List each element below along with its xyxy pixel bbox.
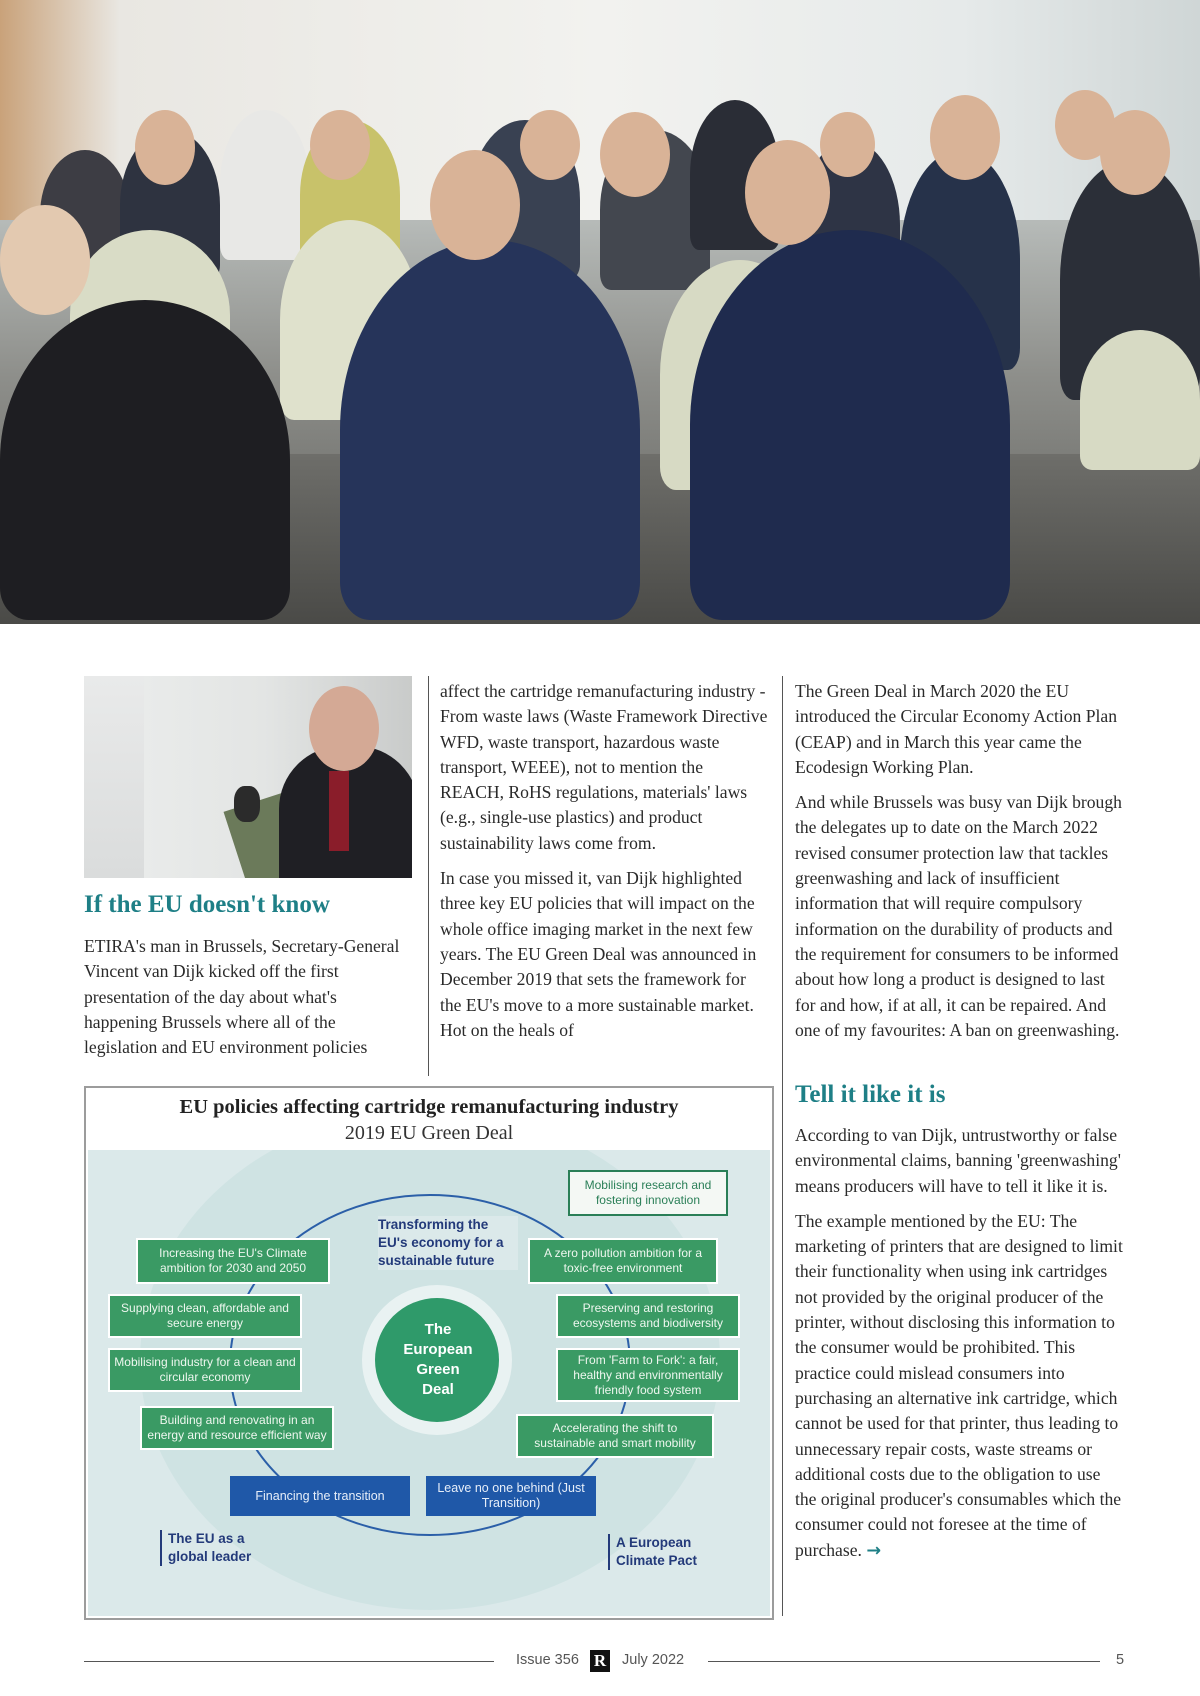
policy-box-energy: Supplying clean, affordable and secure energy — [110, 1296, 300, 1336]
policy-box-mobility: Accelerating the shift to sustainable and smart mobility — [518, 1416, 712, 1456]
paragraph: According to van Dijk, untrustworthy or false environmental claims, banning 'greenwashing' means producers will have to tell it like it is. — [795, 1125, 1121, 1196]
section-heading-tell: Tell it like it is — [795, 1081, 946, 1108]
section-heading-eu: If the EU doesn't know — [84, 891, 330, 918]
middle-column-text — [440, 679, 770, 1053]
column-divider — [782, 676, 783, 1616]
policy-box-industry: Mobilising industry for a clean and circular economy — [110, 1350, 300, 1390]
page-footer — [84, 1650, 1124, 1674]
paragraph: In case you missed it, van Dijk highlighted three key EU policies that will impact on the whole office imaging market in the next few years. The EU Green Deal was announced in December 2019 that sets the framework for the EU's move to a more sustainable market. Hot on the heals of — [440, 868, 757, 1040]
center-label: The European Green Deal — [403, 1321, 473, 1398]
infographic-title: EU policies affecting cartridge remanufacturing industry — [179, 1096, 679, 1118]
microphone — [234, 786, 260, 822]
paragraph: And while Brussels was busy van Dijk brough the delegates up to date on the March 2022 revised consumer protection law that tackles greenwashing and lack of insufficient information that will require compulsory information on the durability of products and the requirement for consumers to be informed about how long a product is designed to last for and how, if at all, it can be repaired. And one of my favourites: A ban on greenwashing. — [795, 792, 1122, 1040]
magazine-logo: R — [590, 1650, 610, 1672]
continue-arrow-icon: → — [866, 1540, 882, 1561]
right-column-text — [795, 679, 1125, 1053]
financing-box: Financing the transition — [230, 1476, 410, 1516]
policy-box-food: From 'Farm to Fork': a fair, healthy and environmentally friendly food system — [558, 1350, 738, 1400]
global-leader-label: The EU as a global leader — [160, 1530, 278, 1566]
paragraph: The example mentioned by the EU: The marketing of printers that are designed to limit their functionality when using ink cartridges not provided by the original producer of the printer, without disclosing this information to the consumer would be prohibited. This practice could mislead consumers into purchasing an alternative ink cartridge, which cannot be used for that printer, thus leading to unnecessary repair costs, waste streams or additional costs due to the obligation to use the original producer's consumables which the consumer could not foresee at the time of purchase. → — [795, 1210, 1123, 1561]
climate-pact-label: A European Climate Pact — [608, 1534, 726, 1570]
policy-box-biodiversity: Preserving and restoring ecosystems and biodiversity — [558, 1296, 738, 1336]
right-column-text-bottom — [795, 1123, 1125, 1574]
paragraph: The Green Deal in March 2020 the EU introduced the Circular Economy Action Plan (CEAP) and in March this year came the Ecodesign Working Plan. — [795, 681, 1117, 777]
top-label: Transforming the EU's economy for a sustainable future — [378, 1216, 518, 1270]
policy-box-buildings: Building and renovating in an energy and resource efficient way — [142, 1408, 332, 1448]
paragraph: affect the cartridge remanufacturing industry - From waste laws (Waste Framework Directive WFD, waste transport, hazardous waste transport, WEEE), not to mention the REACH, RoHS regulations, materials' laws (e.g., single-use plastics) and product sustainability laws come from. — [440, 681, 768, 853]
green-deal-infographic — [84, 1086, 774, 1620]
policy-box-pollution: A zero pollution ambition for a toxic-free environment — [530, 1240, 716, 1282]
conference-audience-photo — [0, 0, 1200, 624]
research-box: Mobilising research and fostering innovation — [568, 1170, 728, 1216]
policy-box-climate: Increasing the EU's Climate ambition for 2030 and 2050 — [138, 1240, 328, 1282]
paragraph: ETIRA's man in Brussels, Secretary-General Vincent van Dijk kicked off the first presentation of the day about what's happening Brussels where all of the legislation and EU environment policies — [84, 936, 400, 1058]
speaker-photo — [84, 676, 412, 878]
left-column-text — [84, 934, 402, 1070]
issue-label: Issue 356 — [516, 1652, 579, 1668]
just-transition-box: Leave no one behind (Just Transition) — [426, 1476, 596, 1516]
column-divider — [428, 676, 429, 1076]
issue-date: July 2022 — [622, 1652, 685, 1668]
page-number: 5 — [1116, 1652, 1125, 1668]
infographic-subtitle: 2019 EU Green Deal — [344, 1122, 514, 1144]
